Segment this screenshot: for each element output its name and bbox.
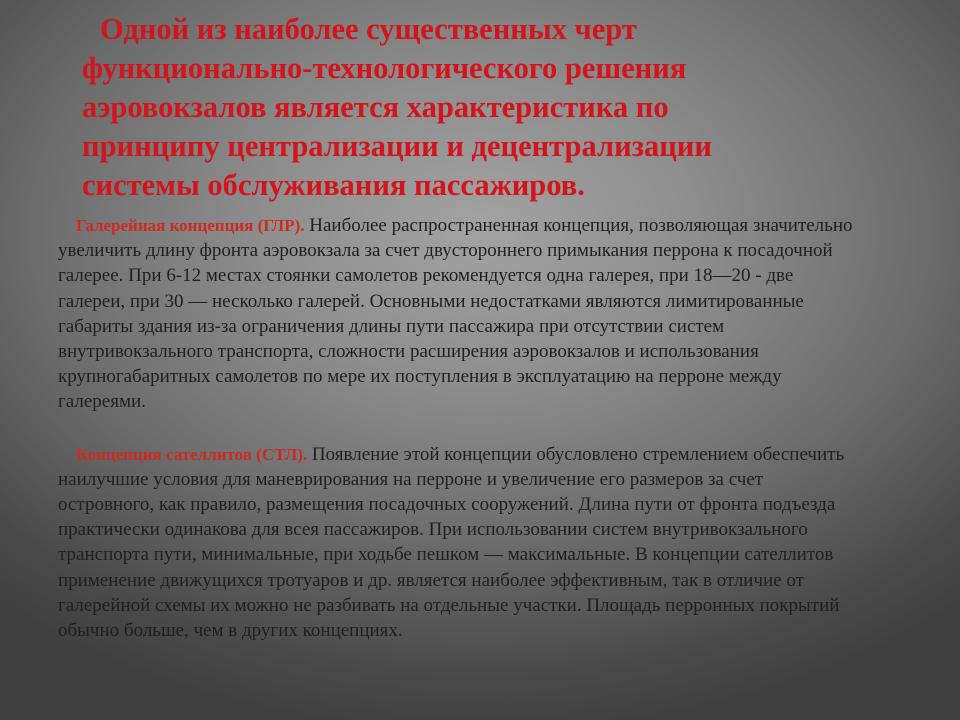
paragraph-text: Наиболее распространенная концепция, позволяющая значительно увеличить длину фронта аэровокзала за счет двустороннего примыкания перрона к посадочной галерее. При 6-12 местах стоянки самолетов рекомендуется одна галерея, при 18—20 - две галереи, при 30 — несколько галерей. Основными недостатками являются лимитированные габариты здания из-за ограничения длины пути пассажира при отсутствии систем внутривокзального транспорта, сложности расширения аэровокзалов и использования крупногабаритных самолетов по мере их поступления в эксплуатацию на перроне между галереями. <box>58 215 853 413</box>
paragraph-satellite-concept <box>58 442 858 644</box>
slide-title: Одной из наиболее существенных черт функционально-технологического решения аэровокзалов является характеристика по принципу централизации и децентрализации системы обслуживания пассажиров. <box>82 12 712 202</box>
concept-name-gallery: Галерейная концепция (ГЛР). <box>76 216 305 235</box>
slide-body <box>58 213 858 643</box>
paragraph-text: Появление этой концепции обусловлено стремлением обеспечить наилучшие условия для маневрирования на перроне и увеличение его размеров за счет островного, как правило, размещения посадочных сооружений. Длина пути от фронта подъезда практически одинакова для всея пассажиров. При использовании систем внутривокзального транспорта пути, минимальные, при ходьбе пешком — максимальные. В концепции сателлитов применение движущихся тротуаров и др. является наиболее эффективным, так в отличие от галерейной схемы их можно не разбивать на отдельные участки. Площадь перронных покрытий обычно больше, чем в других концепциях. <box>58 443 845 642</box>
concept-name-satellite: Концепция сателлитов (СТЛ). <box>76 444 308 464</box>
paragraph-gallery-concept <box>58 213 858 415</box>
